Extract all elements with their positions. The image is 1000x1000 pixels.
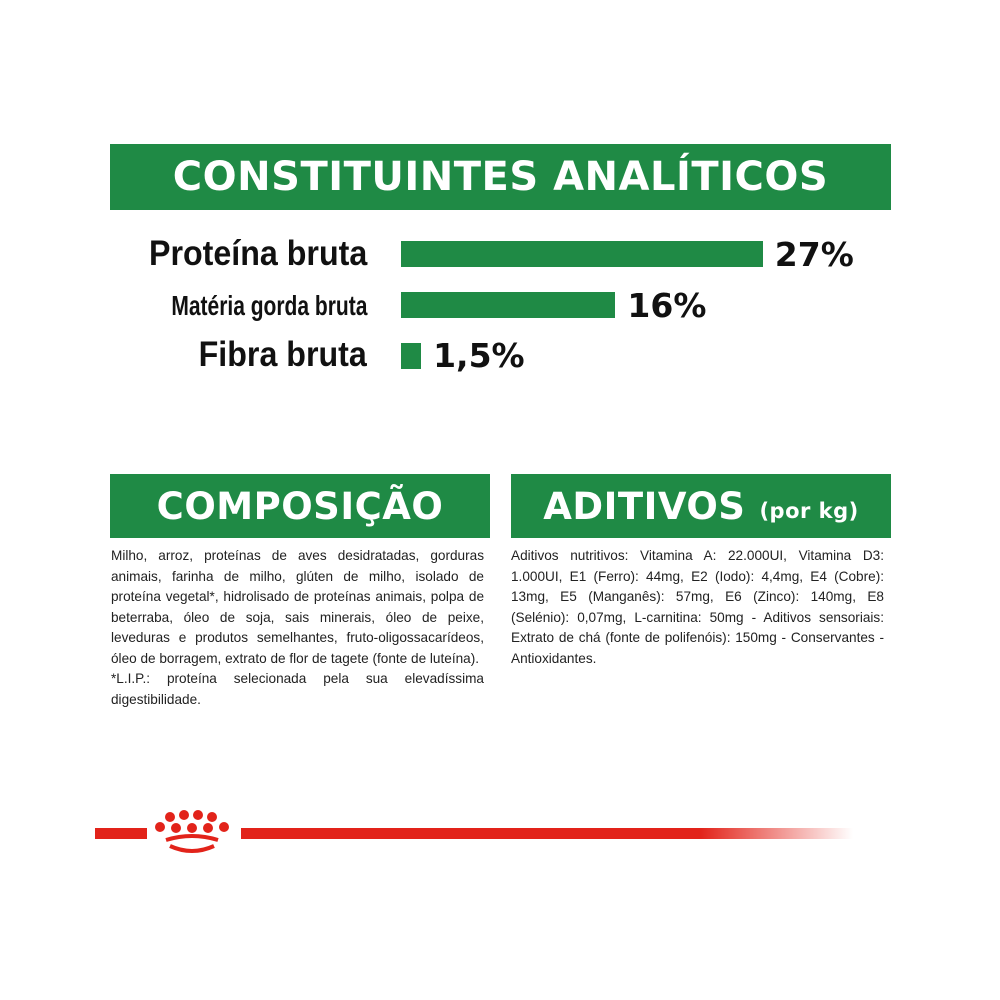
additives-title-suffix: (por kg) [759, 499, 859, 523]
nutrient-value-fiber: 1,5% [433, 336, 525, 375]
nutrient-bar-fat [401, 292, 615, 318]
nutrient-value-fat: 16% [627, 286, 707, 325]
composition-title: COMPOSIÇÃO [156, 484, 444, 528]
analytic-constituents-title: CONSTITUINTES ANALÍTICOS [172, 154, 829, 200]
brand-line-left [95, 828, 147, 839]
analytic-constituents-header [110, 144, 891, 210]
nutrient-bar-fiber [401, 343, 421, 369]
crown-icon [152, 810, 236, 856]
nutrient-label-fat: Matéria gorda bruta [170, 290, 367, 321]
additives-title: ADITIVOS [543, 484, 746, 528]
nutrient-label-protein: Proteína bruta [148, 234, 367, 273]
additives-content: Aditivos nutritivos: Vitamina A: 22.000UI, Vitamina D3: 1.000UI, E1 (Ferro): 44mg, E2 (Iodo): 4,4mg, E4 (Cobre): 13mg, E5 (Manganês): 57mg, E6 (Zinco): 140mg, E8 (Selénio): 0,07mg, L-carnitina: 50mg - Aditivos sensoriais: Extrato de chá (fonte de polifenóis): 150mg - Conservantes - Antioxidantes. [511, 548, 884, 666]
additives-text-block [511, 546, 884, 669]
composition-header [110, 474, 490, 538]
brand-line-right [241, 828, 853, 839]
nutrient-bar-protein [401, 241, 763, 267]
composition-note: *L.I.P.: proteína selecionada pela sua elevadíssima digestibilidade. [111, 671, 484, 707]
additives-header [511, 474, 891, 538]
composition-text-block [111, 546, 484, 710]
nutrient-value-protein: 27% [774, 235, 854, 274]
composition-ingredients: Milho, arroz, proteínas de aves desidratadas, gorduras animais, farinha de milho, glúten de milho, isolado de proteína vegetal*, hidrolisado de proteínas animais, polpa de beterraba, óleo de soja, sais minerais, óleo de peixe, leveduras e produtos semelhantes, fruto-oligossacarídeos, óleo de borragem, extrato de flor de tagete (fonte de luteína). [111, 548, 484, 666]
nutrient-label-fiber: Fibra bruta [198, 335, 367, 374]
